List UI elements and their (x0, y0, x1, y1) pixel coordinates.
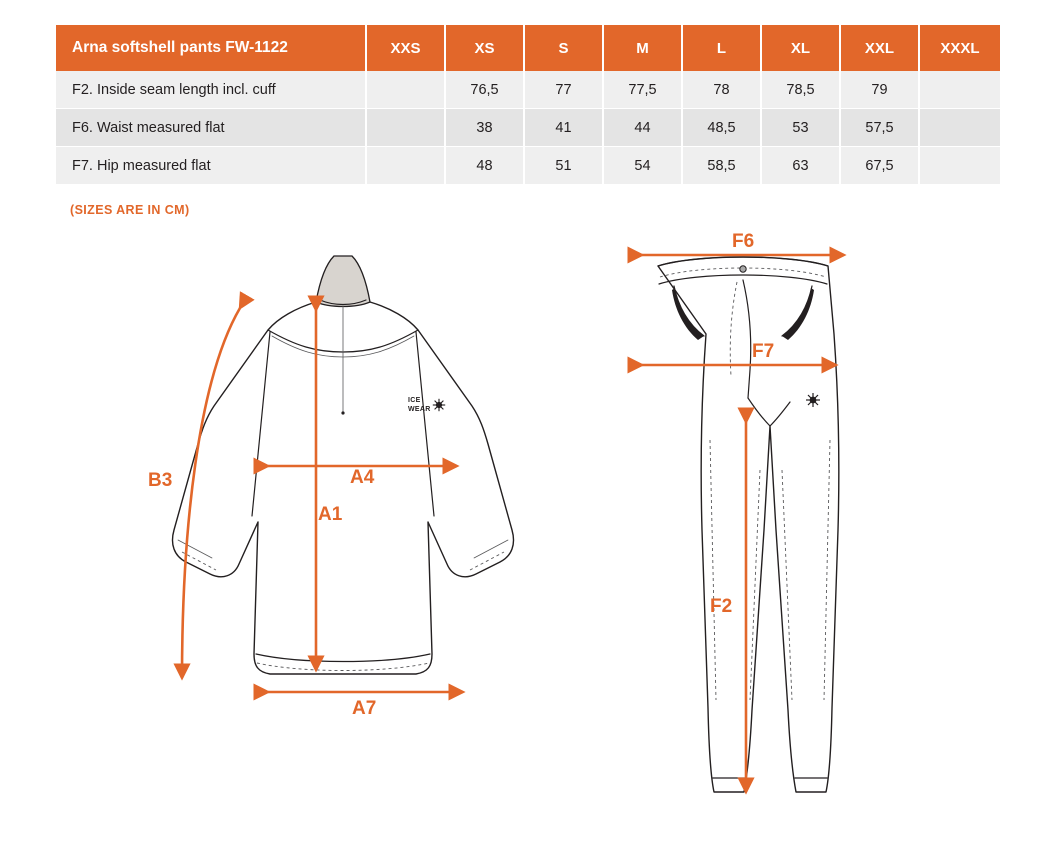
size-table (56, 25, 1000, 185)
cell-s: 77 (524, 71, 603, 109)
table-header-row (56, 25, 1000, 71)
cell-s: 51 (524, 147, 603, 185)
cell-xs: 48 (445, 147, 524, 185)
cell-m: 54 (603, 147, 682, 185)
brand-line-2: WEAR (408, 406, 431, 413)
cell-s: 41 (524, 109, 603, 147)
cell-l: 78 (682, 71, 761, 109)
cell-xs: 38 (445, 109, 524, 147)
cell-xxl: 57,5 (840, 109, 919, 147)
cell-xxxl (919, 109, 1000, 147)
measure-label-f6: F6 (732, 231, 755, 252)
cell-xs: 76,5 (445, 71, 524, 109)
units-note: (SIZES ARE IN CM) (70, 203, 190, 217)
table-row (56, 109, 1000, 147)
cell-m: 44 (603, 109, 682, 147)
column-header-l: L (682, 25, 761, 71)
cell-xl: 78,5 (761, 71, 840, 109)
cell-xxs (366, 109, 445, 147)
brand-mark-icon (806, 393, 820, 407)
table-row (56, 71, 1000, 109)
cell-xl: 63 (761, 147, 840, 185)
measure-label-a4: A4 (350, 467, 375, 488)
cell-xxl: 79 (840, 71, 919, 109)
cell-l: 48,5 (682, 109, 761, 147)
column-header-xxxl: XXXL (919, 25, 1000, 71)
figures-area (0, 230, 1038, 850)
measure-label-f2: F2 (710, 596, 733, 617)
column-header-xxl: XXL (840, 25, 919, 71)
softshell-pants-diagram (600, 230, 900, 825)
measure-label-b3: B3 (148, 470, 173, 491)
column-header-xl: XL (761, 25, 840, 71)
column-header-xxs: XXS (366, 25, 445, 71)
table-row (56, 147, 1000, 185)
row-label: F7. Hip measured flat (56, 147, 366, 185)
row-label: F2. Inside seam length incl. cuff (56, 71, 366, 109)
size-chart-table (56, 25, 1000, 185)
column-header-s: S (524, 25, 603, 71)
cell-xxxl (919, 71, 1000, 109)
cell-xxl: 67,5 (840, 147, 919, 185)
measure-label-a7: A7 (352, 698, 377, 719)
table-title: Arna softshell pants FW-1122 (56, 25, 366, 71)
softshell-top-diagram (120, 230, 540, 755)
column-header-m: M (603, 25, 682, 71)
column-header-xs: XS (445, 25, 524, 71)
cell-xl: 53 (761, 109, 840, 147)
cell-xxs (366, 147, 445, 185)
brand-line-1: ICE (408, 397, 421, 404)
measure-label-f7: F7 (752, 341, 775, 362)
cell-xxs (366, 71, 445, 109)
cell-m: 77,5 (603, 71, 682, 109)
cell-xxxl (919, 147, 1000, 185)
row-label: F6. Waist measured flat (56, 109, 366, 147)
cell-l: 58,5 (682, 147, 761, 185)
measure-label-a1: A1 (318, 504, 343, 525)
